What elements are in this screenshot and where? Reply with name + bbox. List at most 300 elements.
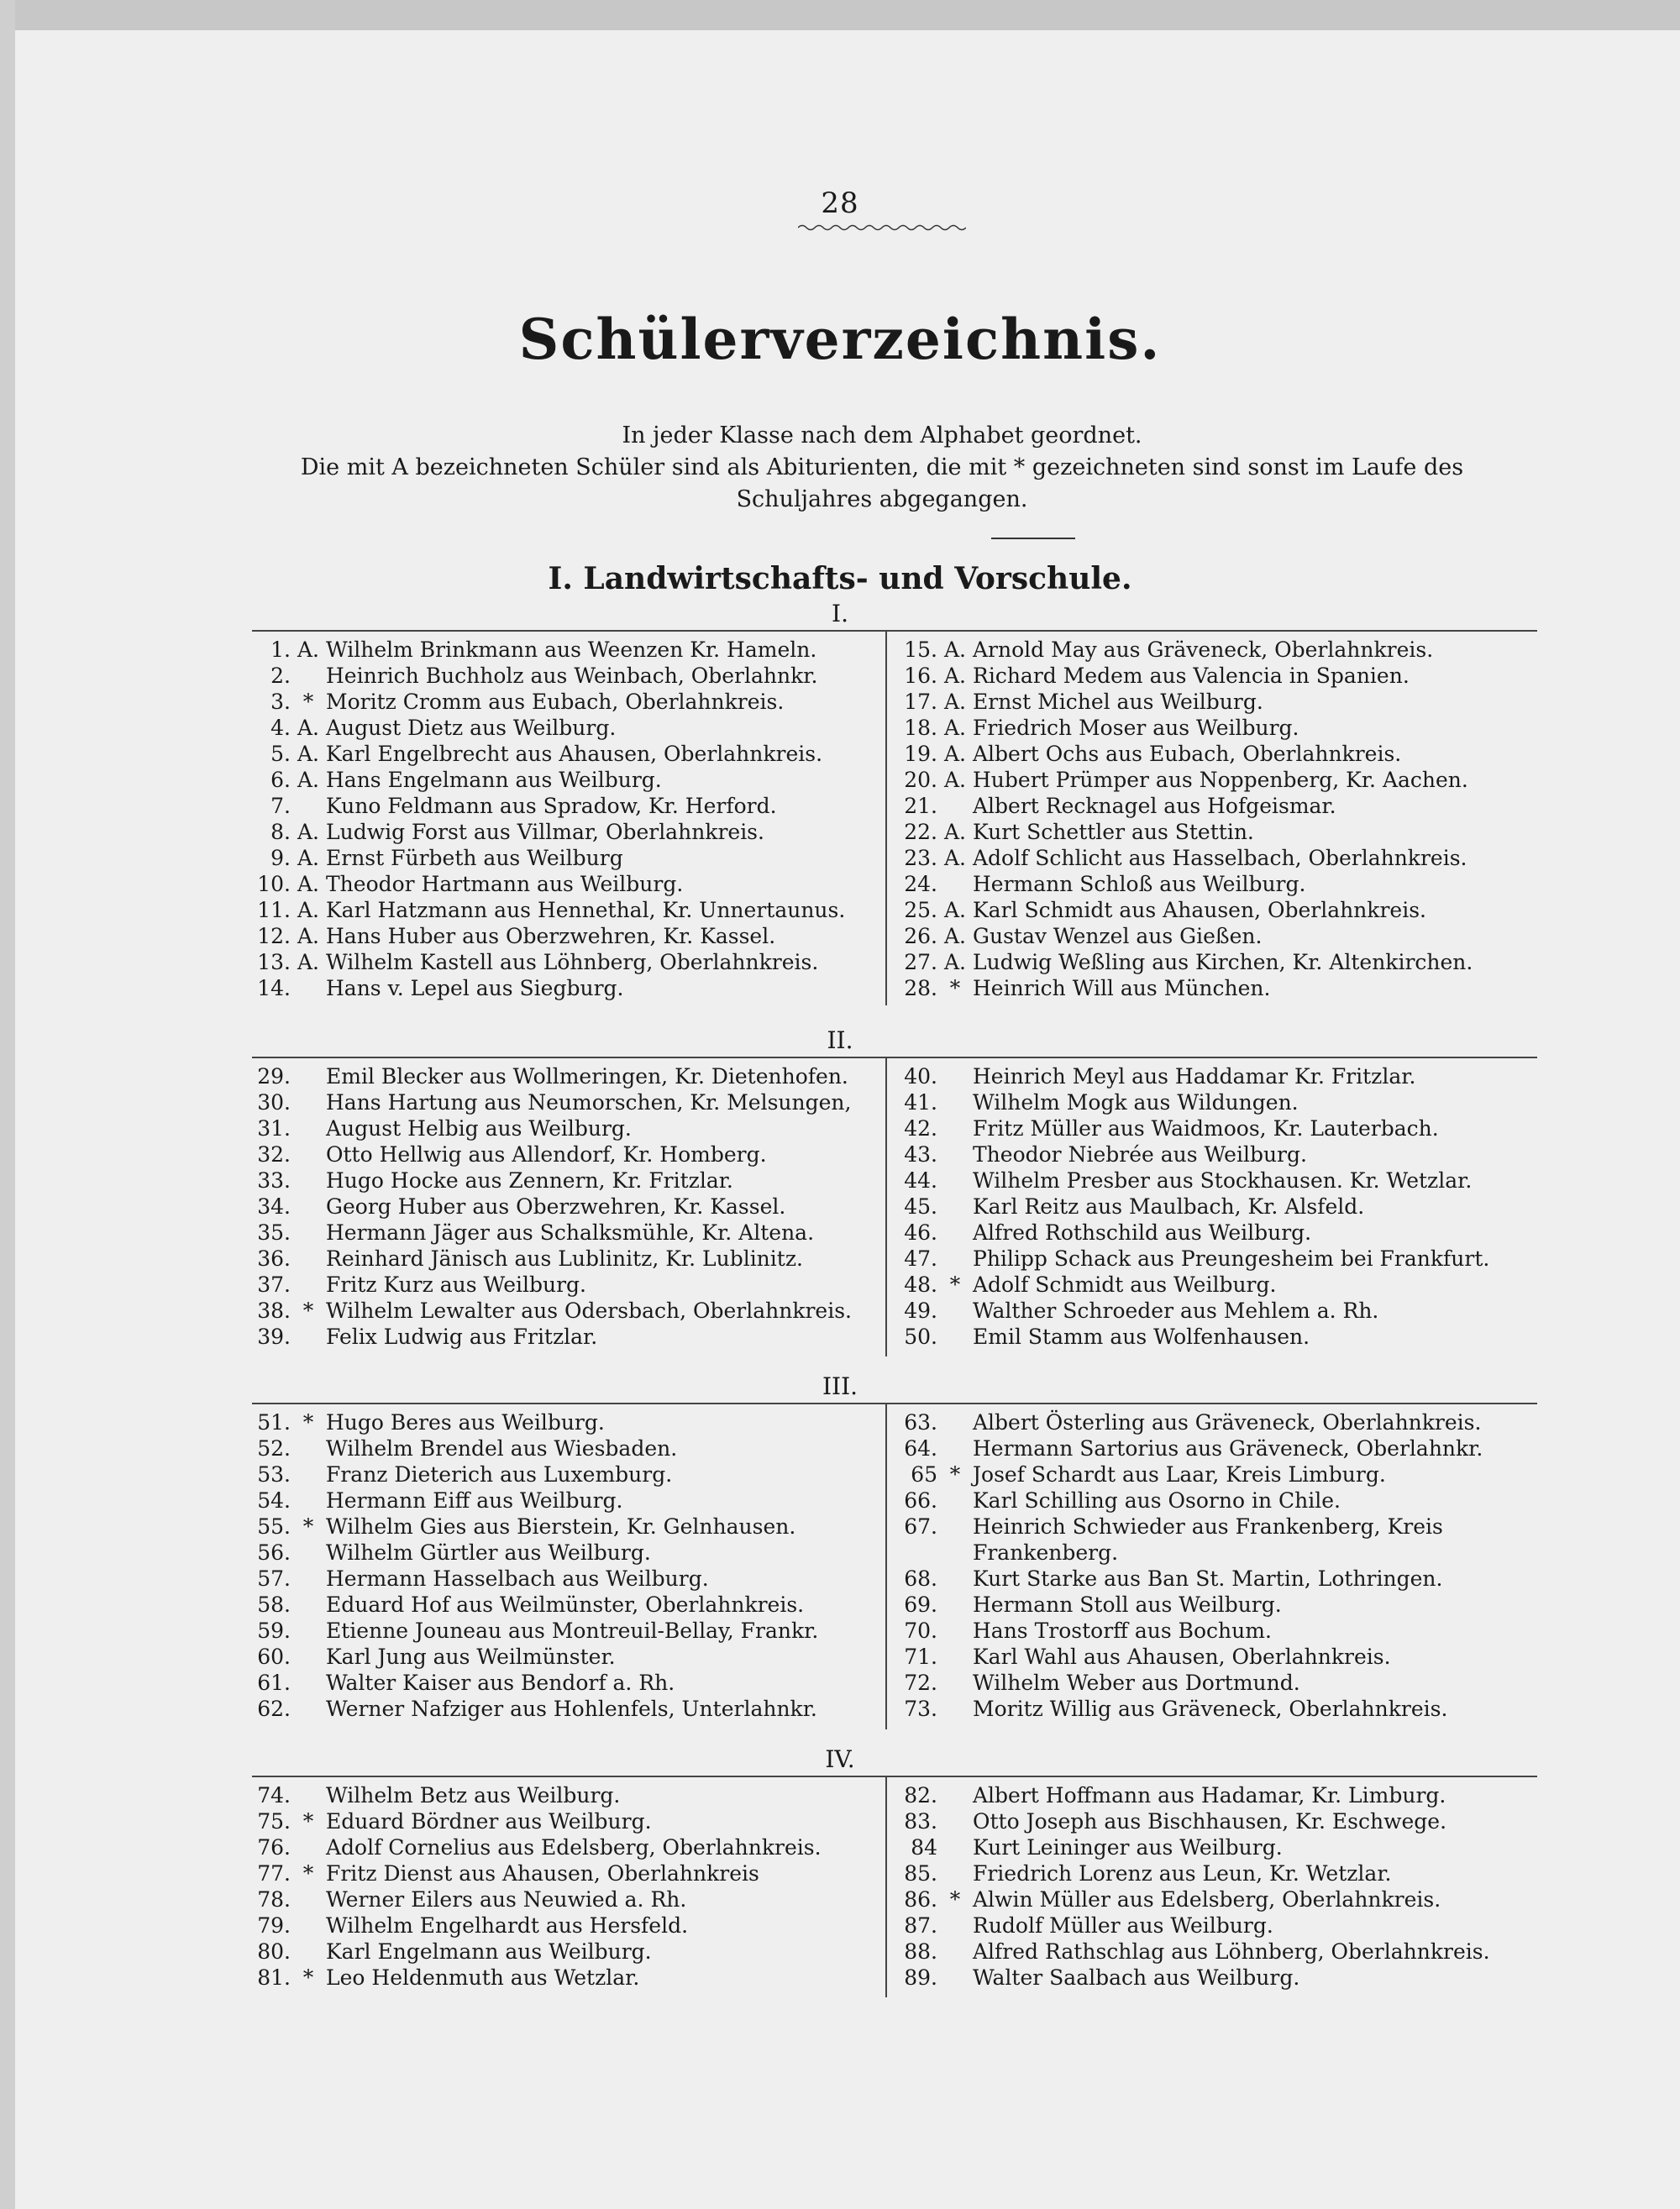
entry-mark	[937, 1167, 973, 1194]
column-divider	[885, 1404, 887, 1729]
entry-text: Emil Blecker aus Wollmeringen, Kr. Dietenhofen.	[326, 1064, 848, 1089]
entry-text: Wilhelm Presber aus Stockhausen. Kr. Wetzlar.	[973, 1168, 1473, 1193]
entry-mark	[291, 1435, 326, 1461]
entry-number: 48.	[904, 1272, 937, 1297]
entry-mark: *	[302, 1410, 314, 1435]
student-entry	[252, 741, 874, 767]
entry-mark: A.	[297, 768, 319, 792]
student-entry	[252, 819, 874, 845]
entry-number: 5.	[270, 742, 291, 766]
entry-mark	[937, 1644, 973, 1670]
student-entry	[252, 1461, 874, 1488]
student-entry	[899, 1965, 1537, 1991]
entry-mark: A.	[297, 898, 319, 922]
student-entry	[899, 1409, 1537, 1435]
entry-text: Hans Hartung aus Neumorschen, Kr. Melsungen,	[326, 1090, 852, 1115]
student-entry	[899, 1272, 1537, 1298]
student-entry	[252, 1089, 874, 1115]
entry-text: Frankenberg.	[973, 1540, 1119, 1565]
entry-text: Heinrich Will aus München.	[973, 976, 1271, 1000]
entry-mark	[291, 1670, 326, 1696]
student-entry	[899, 1913, 1537, 1939]
student-entry	[899, 975, 1537, 1001]
entry-text: Adolf Cornelius aus Edelsberg, Oberlahnkreis.	[326, 1835, 822, 1860]
entry-number: 70.	[904, 1619, 937, 1643]
entry-mark	[937, 871, 973, 897]
student-entry	[252, 949, 874, 975]
entry-number: 31.	[257, 1116, 291, 1141]
scan-edge-top	[0, 0, 1680, 30]
entry-text: Theodor Niebrée aus Weilburg.	[973, 1142, 1307, 1167]
entry-number: 15.	[904, 638, 937, 662]
entry-number: 73.	[904, 1697, 937, 1721]
entry-text: Felix Ludwig aus Fritzlar.	[326, 1325, 598, 1349]
entry-text: Karl Engelmann aus Weilburg.	[326, 1939, 652, 1964]
entry-mark	[291, 1644, 326, 1670]
entry-text: Adolf Schmidt aus Weilburg.	[973, 1272, 1277, 1297]
student-entry	[252, 1435, 874, 1461]
student-entry	[899, 1246, 1537, 1272]
entry-number: 12.	[257, 924, 291, 948]
entry-text: Fritz Kurz aus Weilburg.	[326, 1272, 586, 1297]
section-title: I. Landwirtschafts- und Vorschule.	[548, 561, 1132, 596]
student-entry	[899, 767, 1537, 793]
entry-mark: *	[949, 1272, 961, 1297]
entry-text: Wilhelm Weber aus Dortmund.	[973, 1671, 1300, 1695]
entry-text: Wilhelm Gies aus Bierstein, Kr. Gelnhausen.	[326, 1514, 796, 1539]
entry-number: 59.	[257, 1619, 291, 1643]
entry-mark	[937, 1115, 973, 1141]
entry-mark	[291, 1834, 326, 1860]
student-entry	[252, 1324, 874, 1350]
entry-text: Hugo Beres aus Weilburg.	[326, 1410, 605, 1435]
entry-number: 4.	[270, 716, 291, 740]
entry-number: 71.	[904, 1645, 937, 1669]
entry-number: 75.	[257, 1809, 291, 1834]
entry-mark	[291, 663, 326, 689]
page-number: 28	[821, 186, 859, 220]
entry-mark	[937, 1592, 973, 1618]
entry-mark	[937, 1488, 973, 1514]
entry-text: Walter Saalbach aus Weilburg.	[973, 1965, 1300, 1990]
entry-mark	[937, 1298, 973, 1324]
student-entry	[252, 1566, 874, 1592]
ornament-rule	[798, 223, 966, 232]
entry-mark: A.	[297, 924, 319, 948]
entry-mark: *	[302, 1809, 314, 1834]
class-list-left	[252, 637, 874, 1001]
entry-mark	[937, 1834, 973, 1860]
entry-number: 19.	[904, 742, 937, 766]
entry-number: 79.	[257, 1913, 291, 1938]
entry-mark: A.	[297, 846, 319, 870]
entry-text: Alfred Rothschild aus Weilburg.	[973, 1220, 1312, 1245]
student-entry	[899, 741, 1537, 767]
student-entry	[252, 689, 874, 715]
entry-mark	[937, 1566, 973, 1592]
entry-number: 78.	[257, 1887, 291, 1912]
entry-number: 39.	[257, 1325, 291, 1349]
entry-mark	[291, 1540, 326, 1566]
entry-text: Kurt Starke aus Ban St. Martin, Lothringen.	[973, 1566, 1443, 1591]
entry-number: 7.	[270, 794, 291, 818]
entry-text: Wilhelm Lewalter aus Odersbach, Oberlahnkreis.	[326, 1299, 853, 1323]
entry-text: Wilhelm Kastell aus Löhnberg, Oberlahnkreis.	[326, 950, 819, 974]
entry-mark	[291, 1618, 326, 1644]
entry-text: Karl Reitz aus Maulbach, Kr. Alsfeld.	[973, 1194, 1365, 1219]
entry-number: 22.	[904, 820, 937, 844]
entry-number: 61.	[257, 1671, 291, 1695]
entry-text: Eduard Hof aus Weilmünster, Oberlahnkreis.	[326, 1592, 805, 1617]
student-entry	[899, 1886, 1537, 1913]
entry-text: Albert Recknagel aus Hofgeismar.	[973, 794, 1336, 818]
entry-text: Arnold May aus Gräveneck, Oberlahnkreis.	[973, 638, 1434, 662]
entry-mark	[291, 1063, 326, 1089]
entry-mark: A.	[943, 742, 966, 766]
class-label: I.	[832, 600, 848, 627]
entry-mark: A.	[943, 820, 966, 844]
student-entry	[252, 1592, 874, 1618]
student-entry	[899, 923, 1537, 949]
entry-number: 82.	[904, 1783, 937, 1808]
entry-mark	[937, 1063, 973, 1089]
entry-number: 56.	[257, 1540, 291, 1565]
page-title: Schülerverzeichnis.	[518, 307, 1162, 372]
student-entry	[252, 1167, 874, 1194]
entry-number: 69.	[904, 1592, 937, 1617]
entry-mark	[291, 1167, 326, 1194]
entry-mark	[937, 1409, 973, 1435]
entry-mark	[937, 1435, 973, 1461]
entry-number: 43.	[904, 1142, 937, 1167]
entry-number: 30.	[257, 1090, 291, 1115]
student-entry	[252, 1618, 874, 1644]
entry-number: 47.	[904, 1246, 937, 1271]
entry-number: 46.	[904, 1220, 937, 1245]
entry-mark: *	[302, 1514, 314, 1539]
entry-mark: A.	[297, 872, 319, 896]
entry-mark: A.	[943, 924, 966, 948]
student-entry	[252, 1886, 874, 1913]
entry-text: Adolf Schlicht aus Hasselbach, Oberlahnkreis.	[973, 846, 1467, 870]
entry-number: 24.	[904, 872, 937, 896]
entry-text: August Dietz aus Weilburg.	[326, 716, 617, 740]
entry-number: 38.	[257, 1299, 291, 1323]
entry-number: 81.	[257, 1965, 291, 1990]
entry-text: Fritz Dienst aus Ahausen, Oberlahnkreis	[326, 1861, 759, 1886]
entry-number: 33.	[257, 1168, 291, 1193]
entry-number: 14.	[257, 976, 291, 1000]
student-entry	[252, 715, 874, 741]
student-entry	[252, 1860, 874, 1886]
entry-text: Hugo Hocke aus Zennern, Kr. Fritzlar.	[326, 1168, 733, 1193]
entry-number: 58.	[257, 1592, 291, 1617]
entry-mark: A.	[297, 950, 319, 974]
entry-text: Franz Dieterich aus Luxemburg.	[326, 1462, 673, 1487]
entry-mark	[291, 1246, 326, 1272]
entry-number: 85.	[904, 1861, 937, 1886]
student-entry	[899, 1566, 1537, 1592]
entry-number: 13.	[257, 950, 291, 974]
entry-mark	[291, 1272, 326, 1298]
student-entry	[252, 1670, 874, 1696]
entry-text: Friedrich Lorenz aus Leun, Kr. Wetzlar.	[973, 1861, 1392, 1886]
entry-number: 20.	[904, 768, 937, 792]
student-entry	[899, 637, 1537, 663]
student-entry	[252, 1488, 874, 1514]
entry-number: 51.	[257, 1410, 291, 1435]
student-entry	[899, 1540, 1537, 1566]
entry-number: 17.	[904, 690, 937, 714]
entry-number: 55.	[257, 1514, 291, 1539]
student-entry	[899, 1194, 1537, 1220]
entry-number: 2.	[270, 664, 291, 688]
entry-text: Philipp Schack aus Preungesheim bei Frankfurt.	[973, 1246, 1490, 1271]
entry-text: Ludwig Forst aus Villmar, Oberlahnkreis.	[326, 820, 764, 844]
divider	[252, 630, 1537, 632]
entry-mark: A.	[943, 716, 966, 740]
entry-number: 23.	[904, 846, 937, 870]
entry-number: 29.	[257, 1064, 291, 1089]
entry-number: 49.	[904, 1299, 937, 1323]
student-entry	[252, 1272, 874, 1298]
entry-number: 11.	[257, 898, 291, 922]
entry-text: Hans v. Lepel aus Siegburg.	[326, 976, 624, 1000]
student-entry	[899, 1618, 1537, 1644]
entry-text: Theodor Hartmann aus Weilburg.	[326, 872, 684, 896]
entry-mark	[291, 1782, 326, 1808]
entry-text: Emil Stamm aus Wolfenhausen.	[973, 1325, 1310, 1349]
entry-number: 36.	[257, 1246, 291, 1271]
entry-mark	[291, 1141, 326, 1167]
entry-text: Moritz Cromm aus Eubach, Oberlahnkreis.	[326, 690, 785, 714]
student-entry	[252, 1808, 874, 1834]
entry-mark: A.	[943, 664, 966, 688]
entry-text: Wilhelm Mogk aus Wildungen.	[973, 1090, 1299, 1115]
entry-mark	[937, 1220, 973, 1246]
entry-text: Ludwig Weßling aus Kirchen, Kr. Altenkirchen.	[973, 950, 1473, 974]
student-entry	[252, 1115, 874, 1141]
student-entry	[252, 1540, 874, 1566]
class-list-right	[899, 1782, 1537, 1991]
student-entry	[252, 1644, 874, 1670]
entry-number: 26.	[904, 924, 937, 948]
column-divider	[885, 1058, 887, 1356]
entry-number: 74.	[257, 1783, 291, 1808]
entry-text: Moritz Willig aus Gräveneck, Oberlahnkreis.	[973, 1697, 1448, 1721]
entry-text: Wilhelm Engelhardt aus Hersfeld.	[326, 1913, 689, 1938]
student-entry	[252, 845, 874, 871]
divider-short	[991, 538, 1075, 539]
entry-text: Karl Hatzmann aus Hennethal, Kr. Unnertaunus.	[326, 898, 846, 922]
entry-mark	[937, 1514, 973, 1540]
entry-number: 67.	[904, 1514, 937, 1539]
student-entry	[899, 1488, 1537, 1514]
entry-number: 89.	[904, 1965, 937, 1990]
student-entry	[899, 845, 1537, 871]
entry-number: 16.	[904, 664, 937, 688]
entry-mark	[291, 1461, 326, 1488]
entry-mark	[937, 1965, 973, 1991]
entry-number: 28.	[904, 976, 937, 1000]
entry-mark	[937, 1089, 973, 1115]
entry-text: Walther Schroeder aus Mehlem a. Rh.	[973, 1299, 1379, 1323]
entry-text: Etienne Jouneau aus Montreuil-Bellay, Frankr.	[326, 1619, 819, 1643]
student-entry	[252, 793, 874, 819]
entry-mark: A.	[943, 768, 966, 792]
entry-number: 62.	[257, 1697, 291, 1721]
entry-number: 57.	[257, 1566, 291, 1591]
entry-mark: A.	[297, 638, 319, 662]
entry-mark	[291, 1913, 326, 1939]
entry-mark: *	[302, 1299, 314, 1323]
entry-number: 32.	[257, 1142, 291, 1167]
entry-mark	[937, 1246, 973, 1272]
entry-mark	[291, 1566, 326, 1592]
entry-mark	[937, 1808, 973, 1834]
entry-number: 3.	[270, 690, 291, 714]
subtitle-line-1: In jeder Klasse nach dem Alphabet geordnet.	[622, 422, 1142, 449]
entry-number: 54.	[257, 1488, 291, 1513]
entry-text: Kurt Leininger aus Weilburg.	[973, 1835, 1283, 1860]
student-entry	[252, 767, 874, 793]
student-entry	[252, 1514, 874, 1540]
entry-number: 87.	[904, 1913, 937, 1938]
entry-number: 60.	[257, 1645, 291, 1669]
entry-mark	[291, 1324, 326, 1350]
entry-number: 1.	[270, 638, 291, 662]
student-entry	[252, 1782, 874, 1808]
entry-text: Ernst Fürbeth aus Weilburg	[326, 846, 623, 870]
entry-mark	[937, 1782, 973, 1808]
entry-text: Wilhelm Gürtler aus Weilburg.	[326, 1540, 651, 1565]
entry-text: Hans Huber aus Oberzwehren, Kr. Kassel.	[326, 924, 776, 948]
entry-mark: A.	[943, 950, 966, 974]
entry-text: Wilhelm Brinkmann aus Weenzen Kr. Hameln.	[326, 638, 817, 662]
entry-text: Eduard Bördner aus Weilburg.	[326, 1809, 652, 1834]
entry-text: Albert Österling aus Gräveneck, Oberlahnkreis.	[973, 1410, 1482, 1435]
class-list-left	[252, 1782, 874, 1991]
student-entry	[252, 1965, 874, 1991]
student-entry	[899, 1808, 1537, 1834]
entry-number: 18.	[904, 716, 937, 740]
entry-text: Reinhard Jänisch aus Lublinitz, Kr. Lublinitz.	[326, 1246, 803, 1271]
entry-text: Hans Trostorff aus Bochum.	[973, 1619, 1272, 1643]
entry-text: Karl Wahl aus Ahausen, Oberlahnkreis.	[973, 1645, 1391, 1669]
student-entry	[252, 637, 874, 663]
student-entry	[899, 1435, 1537, 1461]
student-entry	[252, 897, 874, 923]
student-entry	[252, 1194, 874, 1220]
entry-text: Alwin Müller aus Edelsberg, Oberlahnkreis.	[973, 1887, 1441, 1912]
student-entry	[899, 1860, 1537, 1886]
entry-text: Hermann Stoll aus Weilburg.	[973, 1592, 1282, 1617]
student-entry	[899, 819, 1537, 845]
student-entry	[252, 1913, 874, 1939]
entry-mark: A.	[943, 846, 966, 870]
entry-text: Werner Eilers aus Neuwied a. Rh.	[326, 1887, 687, 1912]
divider	[252, 1776, 1537, 1777]
entry-text: Wilhelm Betz aus Weilburg.	[326, 1783, 621, 1808]
entry-mark	[937, 1618, 973, 1644]
entry-mark	[937, 1540, 973, 1566]
entry-mark: A.	[297, 716, 319, 740]
entry-mark: A.	[943, 898, 966, 922]
entry-text: Karl Schmidt aus Ahausen, Oberlahnkreis.	[973, 898, 1426, 922]
entry-mark: A.	[297, 820, 319, 844]
entry-number: 27.	[904, 950, 937, 974]
student-entry	[899, 1220, 1537, 1246]
entry-mark	[937, 1670, 973, 1696]
class-label: II.	[827, 1026, 853, 1054]
entry-number: 63.	[904, 1410, 937, 1435]
entry-text: Hermann Schloß aus Weilburg.	[973, 872, 1306, 896]
student-entry	[899, 897, 1537, 923]
entry-number: 83.	[904, 1809, 937, 1834]
entry-number: 10.	[257, 872, 291, 896]
student-entry	[252, 1063, 874, 1089]
entry-text: Hermann Sartorius aus Gräveneck, Oberlahnkr.	[973, 1436, 1483, 1461]
student-entry	[252, 1409, 874, 1435]
entry-mark	[291, 1194, 326, 1220]
entry-number: 80.	[257, 1939, 291, 1964]
entry-text: Georg Huber aus Oberzwehren, Kr. Kassel.	[326, 1194, 786, 1219]
entry-number	[899, 1540, 937, 1566]
divider	[252, 1057, 1537, 1058]
entry-text: Richard Medem aus Valencia in Spanien.	[973, 664, 1410, 688]
entry-mark	[291, 1220, 326, 1246]
entry-number: 41.	[904, 1090, 937, 1115]
entry-mark: *	[949, 976, 961, 1000]
entry-text: Ernst Michel aus Weilburg.	[973, 690, 1263, 714]
entry-text: Kuno Feldmann aus Spradow, Kr. Herford.	[326, 794, 777, 818]
entry-mark: *	[302, 1965, 314, 1990]
entry-mark	[937, 1696, 973, 1722]
entry-number: 9.	[270, 846, 291, 870]
class-label: IV.	[825, 1745, 855, 1773]
entry-number: 64.	[904, 1436, 937, 1461]
entry-mark: A.	[943, 690, 966, 714]
entry-number: 6.	[270, 768, 291, 792]
student-entry	[899, 1115, 1537, 1141]
student-entry	[252, 1246, 874, 1272]
student-entry	[899, 949, 1537, 975]
entry-number: 44.	[904, 1168, 937, 1193]
student-entry	[899, 689, 1537, 715]
student-entry	[899, 1063, 1537, 1089]
student-entry	[252, 663, 874, 689]
entry-mark	[291, 793, 326, 819]
entry-number: 40.	[904, 1064, 937, 1089]
entry-text: Walter Kaiser aus Bendorf a. Rh.	[326, 1671, 675, 1695]
entry-text: Kurt Schettler aus Stettin.	[973, 820, 1254, 844]
entry-text: Karl Schilling aus Osorno in Chile.	[973, 1488, 1341, 1513]
entry-mark: *	[302, 1861, 314, 1886]
student-entry	[252, 1220, 874, 1246]
entry-mark	[937, 1939, 973, 1965]
entry-number: 88.	[904, 1939, 937, 1964]
entry-text: Karl Engelbrecht aus Ahausen, Oberlahnkreis.	[326, 742, 823, 766]
student-entry	[899, 1644, 1537, 1670]
entry-mark	[291, 1115, 326, 1141]
student-entry	[899, 1324, 1537, 1350]
entry-number: 77.	[257, 1861, 291, 1886]
entry-text: Hermann Eiff aus Weilburg.	[326, 1488, 623, 1513]
entry-mark	[937, 793, 973, 819]
student-entry	[899, 1167, 1537, 1194]
entry-text: Leo Heldenmuth aus Wetzlar.	[326, 1965, 640, 1990]
entry-number: 42.	[904, 1116, 937, 1141]
